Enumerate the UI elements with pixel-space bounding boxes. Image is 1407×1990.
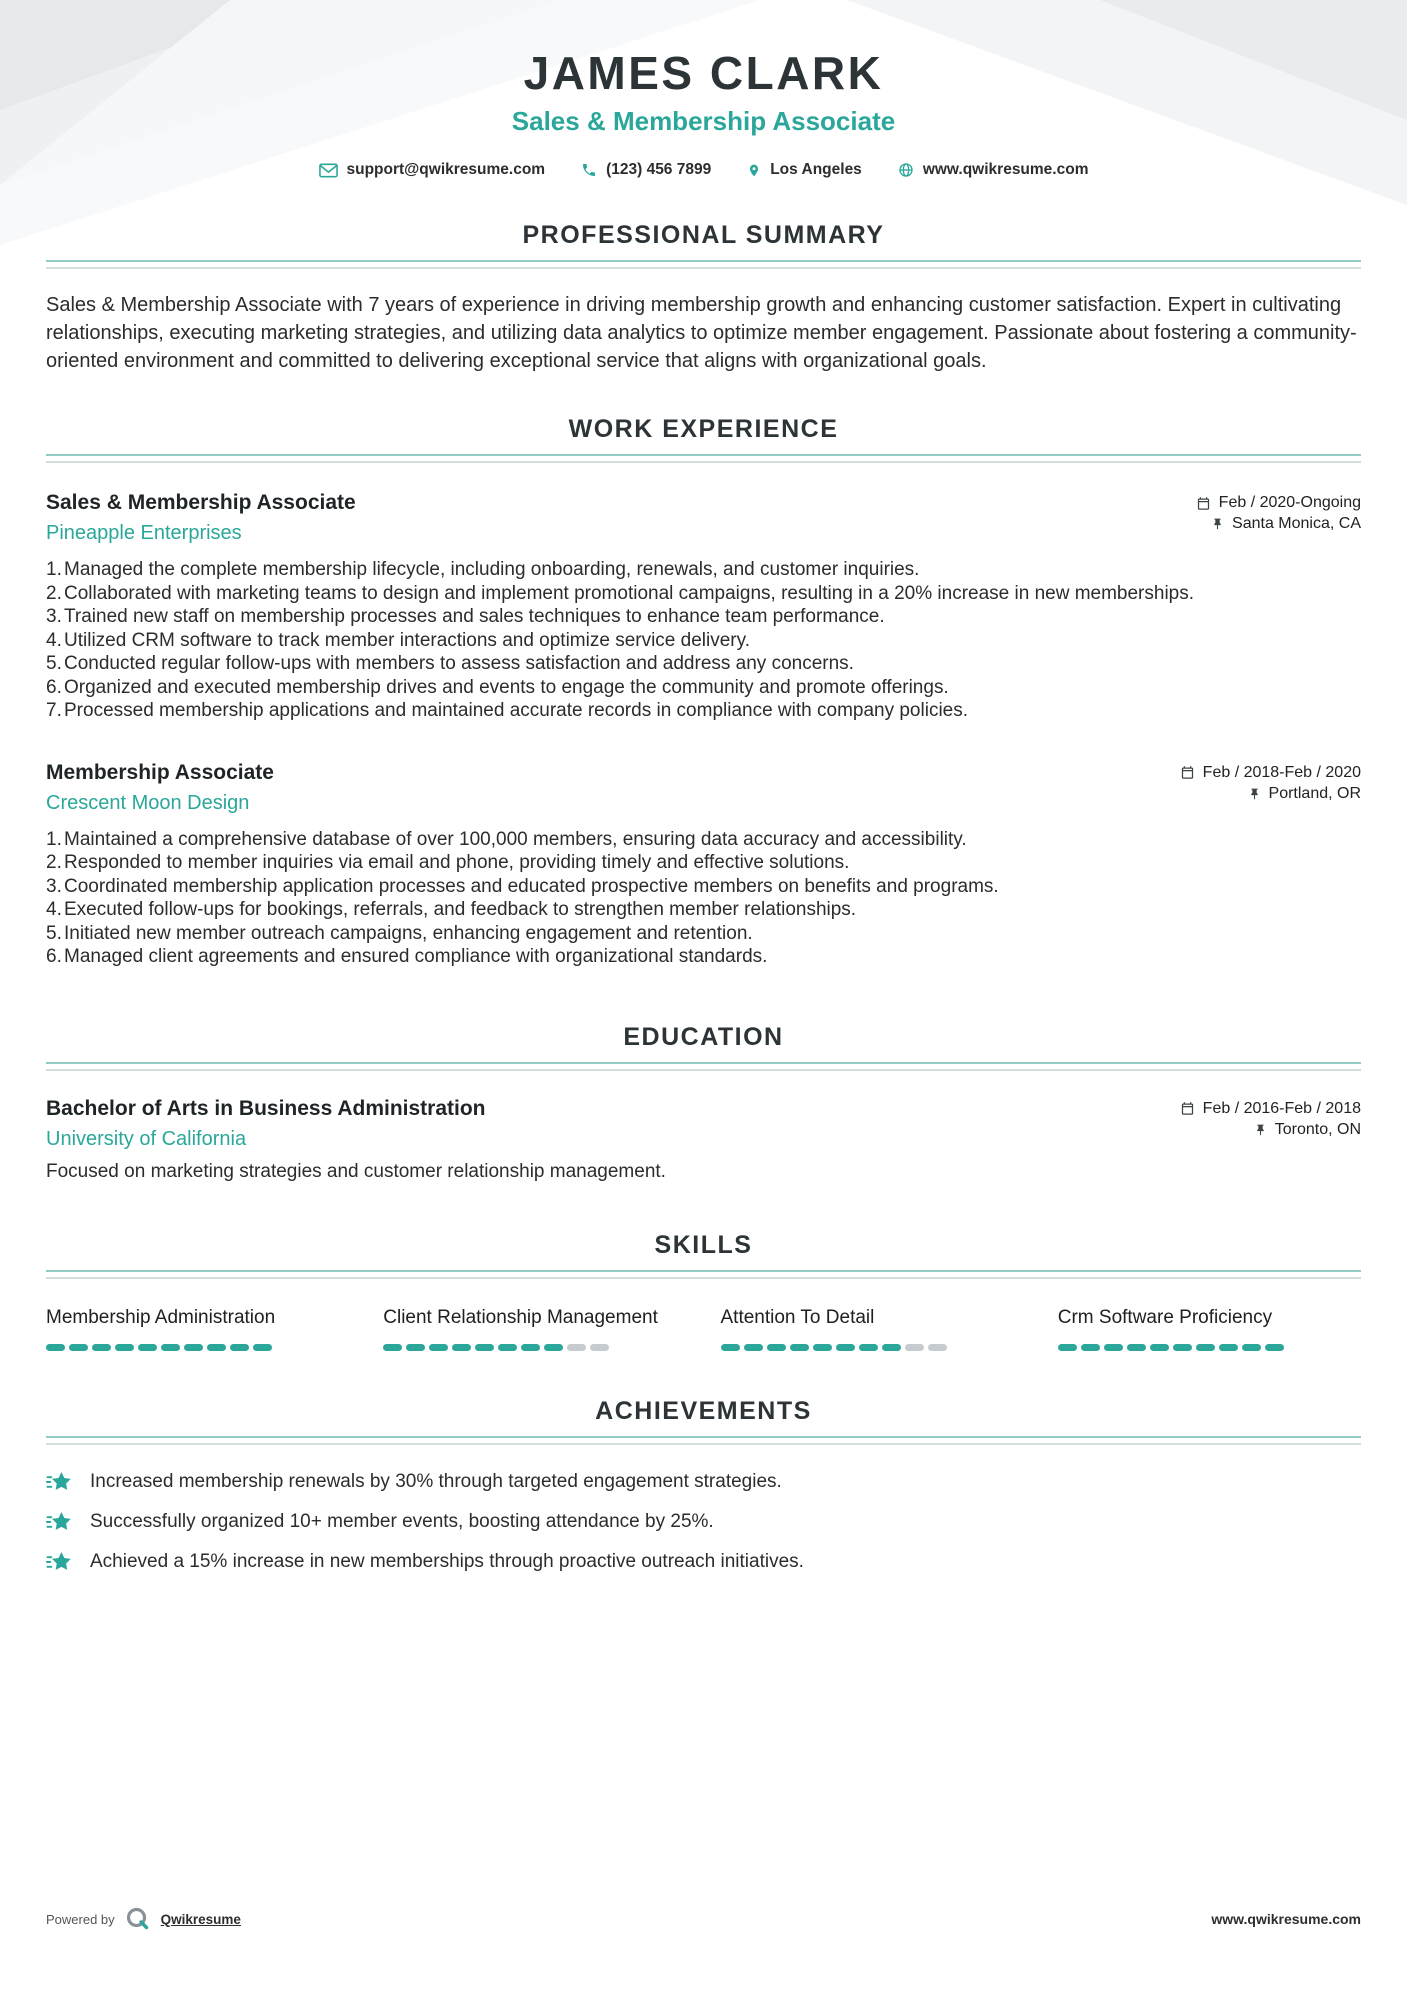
skill-bar: [383, 1344, 686, 1351]
education-school: University of California: [46, 1127, 247, 1150]
job-bullets: [46, 558, 1361, 723]
skill-bar-segment: [115, 1344, 134, 1351]
skills-grid: [46, 1305, 1361, 1351]
job-location: [1196, 515, 1361, 533]
skill-bar-segment: [92, 1344, 111, 1351]
skill-bar-segment: [184, 1344, 203, 1351]
education-dates: [1180, 1100, 1361, 1118]
skill-bar-segment: [813, 1344, 832, 1351]
job-bullet: Processed membership applications and maintained accurate records in compliance with company policies.: [64, 700, 969, 721]
contact-row: [46, 161, 1361, 179]
skill-bar-segment: [383, 1344, 402, 1351]
job-bullets: [46, 828, 1361, 969]
contact-location: [747, 161, 862, 179]
education-dates-text: Feb / 2016-Feb / 2018: [1202, 1099, 1361, 1117]
skill-bar-segment: [859, 1344, 878, 1351]
contact-website-text: www.qwikresume.com: [922, 161, 1089, 178]
skill-bar-segment: [1173, 1344, 1192, 1351]
achievement-text: Increased membership renewals by 30% through targeted engagement strategies.: [90, 1471, 782, 1492]
job-meta: [1196, 491, 1361, 533]
skill-bar-segment: [429, 1344, 448, 1351]
skill-item: [1058, 1305, 1361, 1351]
skill-bar-segment: [1081, 1344, 1100, 1351]
contact-email-text: support@qwikresume.com: [346, 161, 546, 178]
summary-text: Sales & Membership Associate with 7 years of experience in driving membership growth and enhancing customer satisfaction. Expert in cultivating relationships, executing marketing strategies, and utilizing data analytics to optimize member engagement. Passionate about fostering a community-oriented environment and committed to delivering exceptional service that aligns with organizational goals.: [46, 294, 1357, 372]
skill-name: Crm Software Proficiency: [1057, 1306, 1273, 1328]
candidate-name: JAMES CLARK: [523, 47, 884, 99]
skill-bar-segment: [46, 1344, 65, 1351]
job-location: [1180, 785, 1361, 803]
achievement-star-icon: [46, 1509, 73, 1536]
job-bullet: Organized and executed membership drives and events to engage the community and promote offerings.: [64, 676, 949, 698]
job-title: Sales & Membership Associate: [46, 491, 356, 514]
section-divider: [46, 1270, 1361, 1279]
phone-icon: [581, 162, 597, 178]
pushpin-icon: [1248, 786, 1261, 802]
skill-bar-segment: [744, 1344, 763, 1351]
pushpin-icon: [1254, 1122, 1267, 1138]
skill-bar-segment: [69, 1344, 88, 1351]
calendar-icon: [1180, 1101, 1195, 1116]
education-location-text: Toronto, ON: [1274, 1120, 1361, 1138]
skill-bar-segment: [721, 1344, 740, 1351]
skill-bar-segment: [544, 1344, 563, 1351]
skill-bar-segment: [1196, 1344, 1215, 1351]
skill-bar-segment: [1127, 1344, 1146, 1351]
job-bullet: Trained new staff on membership processes and sales techniques to enhance team performance.: [64, 606, 885, 627]
skills-section: [46, 1231, 1361, 1351]
skill-item: [721, 1305, 1024, 1351]
job-title: Membership Associate: [46, 760, 274, 784]
education-section: [46, 1023, 1361, 1183]
qwikresume-link[interactable]: Qwikresume: [160, 1911, 241, 1927]
resume-header: [46, 0, 1361, 179]
skill-bar-segment: [790, 1344, 809, 1351]
achievement-text: Successfully organized 10+ member events, boosting attendance by 25%.: [90, 1511, 714, 1532]
job-bullet: Responded to member inquiries via email and phone, providing timely and effective solutions.: [64, 852, 850, 873]
skills-heading: SKILLS: [654, 1230, 753, 1259]
skill-bar-segment: [1242, 1344, 1261, 1351]
education-description: Focused on marketing strategies and customer relationship management.: [46, 1160, 666, 1182]
achievements-heading: ACHIEVEMENTS: [595, 1396, 812, 1425]
skill-bar-segment: [207, 1344, 226, 1351]
education-degree: Bachelor of Arts in Business Administration: [46, 1096, 486, 1120]
achievement-star-icon: [46, 1549, 73, 1576]
calendar-icon: [1196, 496, 1211, 511]
achievement-star-icon: [46, 1469, 73, 1496]
job-bullet: Collaborated with marketing teams to design and implement promotional campaigns, resulting in a 20% increase in new memberships.: [64, 582, 1195, 604]
footer-branding: [46, 1906, 241, 1932]
skill-item: [383, 1305, 686, 1351]
education-meta: [1180, 1097, 1361, 1139]
job-dates-text: Feb / 2018-Feb / 2020: [1202, 763, 1361, 781]
job-bullet: Managed the complete membership lifecycle, including onboarding, renewals, and customer inquiries.: [64, 559, 920, 580]
section-divider: [46, 260, 1361, 269]
skill-bar-segment: [406, 1344, 425, 1351]
skill-bar: [1058, 1344, 1361, 1351]
achievement-item: [46, 1469, 1361, 1496]
education-location: [1180, 1121, 1361, 1139]
skill-bar: [721, 1344, 1024, 1351]
job-dates: [1180, 764, 1361, 782]
job-bullet: Executed follow-ups for bookings, referrals, and feedback to strengthen member relationships.: [64, 899, 857, 920]
job-location-text: Portland, OR: [1268, 784, 1361, 802]
section-divider: [46, 1062, 1361, 1071]
experience-section: [46, 415, 1361, 969]
contact-phone[interactable]: [581, 161, 711, 179]
contact-location-text: Los Angeles: [770, 161, 862, 178]
education-heading: EDUCATION: [623, 1022, 784, 1051]
skill-bar-segment: [1219, 1344, 1238, 1351]
skill-bar-segment: [1104, 1344, 1123, 1351]
experience-heading: WORK EXPERIENCE: [568, 415, 839, 443]
page-footer: [46, 1906, 1361, 1932]
job-meta: [1180, 761, 1361, 803]
job-entry: [46, 761, 1361, 969]
achievements-list: [46, 1469, 1361, 1576]
job-bullet: Coordinated membership application processes and educated prospective members on benefits and programs.: [64, 875, 999, 897]
skill-bar-segment: [452, 1344, 471, 1351]
jobs-list: [46, 491, 1361, 969]
achievement-item: [46, 1509, 1361, 1536]
skill-bar-segment: [1058, 1344, 1077, 1351]
skill-bar-segment: [1265, 1344, 1284, 1351]
skill-name: Membership Administration: [46, 1306, 276, 1328]
email-icon: [319, 163, 338, 178]
skill-name: Client Relationship Management: [383, 1306, 658, 1328]
footer-website[interactable]: www.qwikresume.com: [1211, 1911, 1361, 1927]
education-entry: [46, 1097, 1361, 1183]
job-bullet: Maintained a comprehensive database of over 100,000 members, ensuring data accuracy and accessibility.: [64, 828, 967, 850]
location-pin-icon: [747, 162, 761, 179]
skill-bar-segment: [138, 1344, 157, 1351]
job-company: Pineapple Enterprises: [46, 522, 242, 544]
job-bullet: Conducted regular follow-ups with members to assess satisfaction and address any concerns.: [64, 653, 854, 674]
summary-heading: PROFESSIONAL SUMMARY: [522, 221, 885, 249]
skill-bar-segment: [905, 1344, 924, 1351]
candidate-title: Sales & Membership Associate: [511, 106, 896, 136]
qwikresume-logo-icon: [125, 1906, 151, 1932]
contact-email[interactable]: [319, 161, 546, 179]
job-dates-text: Feb / 2020-Ongoing: [1218, 494, 1361, 511]
skill-bar-segment: [475, 1344, 494, 1351]
globe-icon: [898, 162, 914, 178]
skill-bar-segment: [161, 1344, 180, 1351]
skill-bar-segment: [253, 1344, 272, 1351]
achievements-section: [46, 1397, 1361, 1576]
job-dates: [1196, 494, 1361, 512]
job-bullet: Managed client agreements and ensured compliance with organizational standards.: [64, 946, 768, 967]
skill-bar-segment: [498, 1344, 517, 1351]
skill-bar-segment: [836, 1344, 855, 1351]
skill-item: [46, 1305, 349, 1351]
skill-bar-segment: [928, 1344, 947, 1351]
job-bullet: Initiated new member outreach campaigns, enhancing engagement and retention.: [64, 922, 753, 944]
pushpin-icon: [1211, 516, 1224, 532]
skill-bar-segment: [767, 1344, 786, 1351]
powered-by-label: Powered by: [46, 1911, 115, 1927]
achievement-text: Achieved a 15% increase in new memberships through proactive outreach initiatives.: [90, 1551, 804, 1572]
job-entry: [46, 491, 1361, 723]
skill-bar-segment: [567, 1344, 586, 1351]
achievement-item: [46, 1549, 1361, 1576]
summary-section: [46, 221, 1361, 375]
skill-bar-segment: [1150, 1344, 1169, 1351]
section-divider: [46, 1436, 1361, 1445]
skill-bar-segment: [882, 1344, 901, 1351]
contact-phone-text: (123) 456 7899: [606, 161, 712, 178]
skill-bar: [46, 1344, 349, 1351]
calendar-icon: [1180, 765, 1195, 780]
skill-bar-segment: [590, 1344, 609, 1351]
skill-name: Attention To Detail: [720, 1306, 875, 1328]
job-location-text: Santa Monica, CA: [1232, 515, 1361, 532]
contact-website[interactable]: [898, 161, 1089, 179]
skill-bar-segment: [521, 1344, 540, 1351]
section-divider: [46, 454, 1361, 463]
skill-bar-segment: [230, 1344, 249, 1351]
job-bullet: Utilized CRM software to track member interactions and optimize service delivery.: [64, 629, 750, 651]
job-company: Crescent Moon Design: [46, 791, 250, 814]
